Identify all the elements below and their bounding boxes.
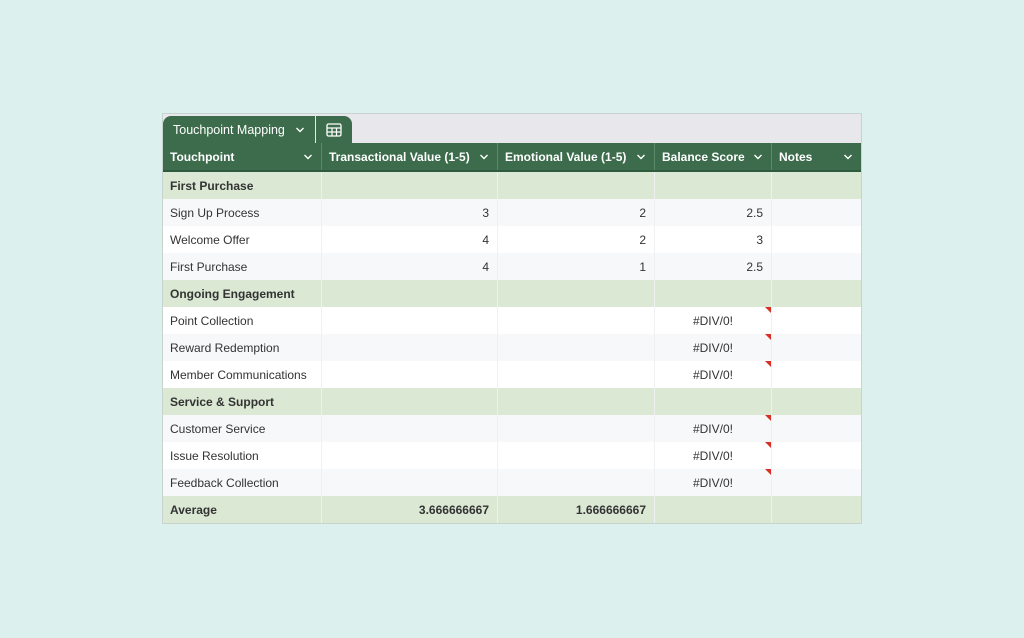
balance-score-cell[interactable]: 2.5: [655, 253, 772, 280]
notes-cell[interactable]: [772, 361, 861, 388]
group-header-row: [163, 388, 861, 415]
emotional-value-cell[interactable]: 1: [498, 253, 655, 280]
transactional-value-cell[interactable]: [322, 442, 498, 469]
notes-cell[interactable]: [772, 253, 861, 280]
touchpoint-cell[interactable]: Reward Redemption: [163, 334, 322, 361]
error-indicator-icon: [765, 469, 771, 475]
column-header-touchpoint[interactable]: [163, 143, 322, 170]
notes-cell[interactable]: [772, 307, 861, 334]
column-header-transactional-value[interactable]: [322, 143, 498, 170]
touchpoint-cell[interactable]: Issue Resolution: [163, 442, 322, 469]
notes-cell[interactable]: [772, 334, 861, 361]
table-view-button[interactable]: [316, 116, 352, 143]
chevron-down-icon[interactable]: [295, 125, 305, 135]
balance-score-cell[interactable]: #DIV/0!: [655, 361, 772, 388]
balance-score-cell[interactable]: #DIV/0!: [655, 334, 772, 361]
notes-cell[interactable]: [772, 280, 861, 307]
table-row: [163, 442, 861, 469]
chevron-down-icon[interactable]: [753, 152, 763, 162]
balance-score-cell[interactable]: #DIV/0!: [655, 415, 772, 442]
emotional-value-cell[interactable]: [498, 469, 655, 496]
transactional-value-cell[interactable]: 4: [322, 226, 498, 253]
touchpoint-cell[interactable]: Member Communications: [163, 361, 322, 388]
tab-touchpoint-mapping[interactable]: [163, 116, 315, 143]
touchpoint-cell[interactable]: First Purchase: [163, 172, 322, 199]
notes-cell[interactable]: [772, 415, 861, 442]
notes-cell[interactable]: [772, 469, 861, 496]
table-row: [163, 226, 861, 253]
emotional-value-cell[interactable]: [498, 307, 655, 334]
average-row: [163, 496, 861, 523]
column-header-balance-score[interactable]: [655, 143, 772, 170]
column-header-notes[interactable]: [772, 143, 861, 170]
touchpoint-cell[interactable]: Customer Service: [163, 415, 322, 442]
error-indicator-icon: [765, 442, 771, 448]
column-header-label: Balance Score: [662, 149, 745, 164]
balance-score-cell[interactable]: [655, 280, 772, 307]
transactional-value-cell[interactable]: 3: [322, 199, 498, 226]
column-header-label: Transactional Value (1-5): [329, 149, 470, 164]
emotional-value-cell[interactable]: [498, 361, 655, 388]
error-indicator-icon: [765, 307, 771, 313]
column-header-emotional-value[interactable]: [498, 143, 655, 170]
transactional-value-cell[interactable]: [322, 388, 498, 415]
notes-cell[interactable]: [772, 442, 861, 469]
column-header-row: [163, 143, 861, 172]
table-view-icon: [326, 123, 342, 137]
table-body: [163, 172, 861, 523]
emotional-value-cell[interactable]: [498, 334, 655, 361]
balance-score-cell[interactable]: [655, 388, 772, 415]
table-row: [163, 253, 861, 280]
table-row: [163, 334, 861, 361]
emotional-value-cell[interactable]: [498, 415, 655, 442]
touchpoint-cell[interactable]: Point Collection: [163, 307, 322, 334]
chevron-down-icon[interactable]: [636, 152, 646, 162]
error-indicator-icon: [765, 361, 771, 367]
notes-cell[interactable]: [772, 388, 861, 415]
error-indicator-icon: [765, 415, 771, 421]
notes-cell[interactable]: [772, 226, 861, 253]
balance-score-cell[interactable]: 3: [655, 226, 772, 253]
touchpoint-cell[interactable]: Ongoing Engagement: [163, 280, 322, 307]
column-header-label: Notes: [779, 149, 813, 164]
group-header-row: [163, 280, 861, 307]
emotional-value-cell[interactable]: [498, 172, 655, 199]
transactional-value-cell[interactable]: [322, 307, 498, 334]
table-row: [163, 199, 861, 226]
tab-label: Touchpoint Mapping: [173, 122, 285, 137]
transactional-value-cell[interactable]: [322, 172, 498, 199]
tab-bar: [163, 114, 861, 143]
balance-score-cell[interactable]: #DIV/0!: [655, 307, 772, 334]
chevron-down-icon[interactable]: [479, 152, 489, 162]
transactional-value-cell[interactable]: [322, 280, 498, 307]
balance-score-cell[interactable]: [655, 496, 772, 523]
touchpoint-cell[interactable]: Average: [163, 496, 322, 523]
emotional-value-cell[interactable]: [498, 442, 655, 469]
emotional-value-cell[interactable]: 2: [498, 226, 655, 253]
transactional-value-cell[interactable]: 3.666666667: [322, 496, 498, 523]
touchpoint-cell[interactable]: First Purchase: [163, 253, 322, 280]
chevron-down-icon[interactable]: [843, 152, 853, 162]
emotional-value-cell[interactable]: [498, 280, 655, 307]
touchpoint-cell[interactable]: Welcome Offer: [163, 226, 322, 253]
touchpoint-cell[interactable]: Service & Support: [163, 388, 322, 415]
notes-cell[interactable]: [772, 199, 861, 226]
table-row: [163, 415, 861, 442]
balance-score-cell[interactable]: #DIV/0!: [655, 469, 772, 496]
touchpoint-cell[interactable]: Sign Up Process: [163, 199, 322, 226]
transactional-value-cell[interactable]: [322, 361, 498, 388]
column-header-label: Emotional Value (1-5): [505, 149, 627, 164]
transactional-value-cell[interactable]: [322, 415, 498, 442]
table-row: [163, 307, 861, 334]
notes-cell[interactable]: [772, 172, 861, 199]
touchpoint-cell[interactable]: Feedback Collection: [163, 469, 322, 496]
table-row: [163, 361, 861, 388]
balance-score-cell[interactable]: #DIV/0!: [655, 442, 772, 469]
column-header-label: Touchpoint: [170, 149, 235, 164]
balance-score-cell[interactable]: [655, 172, 772, 199]
spreadsheet-table: [162, 113, 862, 524]
emotional-value-cell[interactable]: 2: [498, 199, 655, 226]
group-header-row: [163, 172, 861, 199]
emotional-value-cell[interactable]: 1.666666667: [498, 496, 655, 523]
balance-score-cell[interactable]: 2.5: [655, 199, 772, 226]
transactional-value-cell[interactable]: [322, 469, 498, 496]
table-row: [163, 469, 861, 496]
emotional-value-cell[interactable]: [498, 388, 655, 415]
transactional-value-cell[interactable]: [322, 334, 498, 361]
error-indicator-icon: [765, 334, 771, 340]
transactional-value-cell[interactable]: 4: [322, 253, 498, 280]
chevron-down-icon[interactable]: [303, 152, 313, 162]
notes-cell[interactable]: [772, 496, 861, 523]
